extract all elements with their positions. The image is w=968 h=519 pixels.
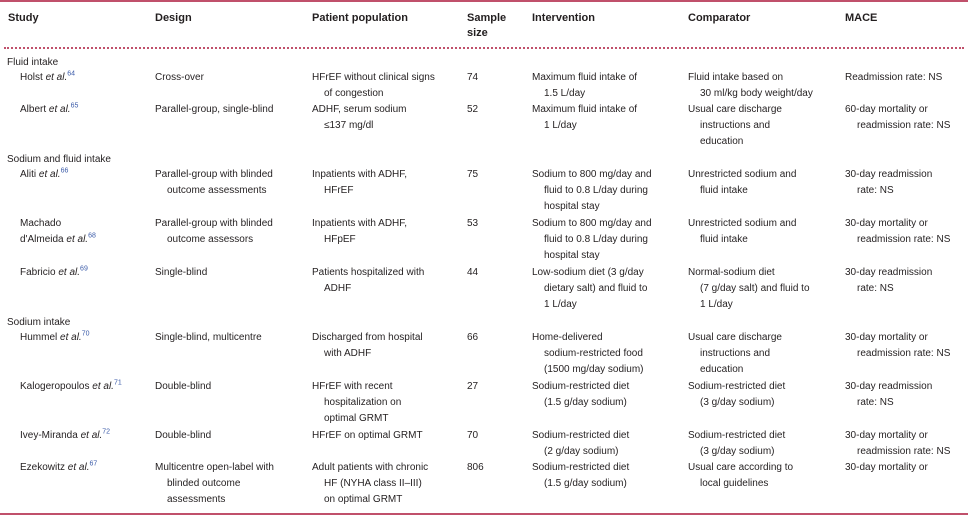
population-cell-line: Inpatients with ADHF, [312, 169, 408, 180]
study-name-line: Kalogeropoulos et al.$^{71}$ [20, 379, 122, 392]
header-intervention: Intervention [532, 12, 595, 24]
study-cell [20, 330, 90, 346]
population-cell-line: Patients hospitalized with [312, 267, 425, 278]
comparator-cell-line: instructions and [700, 348, 771, 359]
mace-cell [845, 216, 955, 248]
design-cell-line: Multicentre open-label with [155, 462, 274, 473]
intervention-cell [532, 379, 658, 411]
table-top-rule [0, 0, 968, 2]
sample-size-cell: 44 [467, 267, 479, 278]
comparator-cell [688, 330, 824, 378]
mace-cell [845, 460, 955, 476]
population-cell-line: HFrEF without clinical signs [312, 72, 435, 83]
mace-cell [845, 167, 955, 199]
header-sample-size [467, 11, 506, 41]
population-cell [312, 265, 429, 297]
intervention-cell-line: fluid to 0.8 L/day during [544, 234, 648, 245]
intervention-cell-line: (2 g/day sodium) [544, 446, 619, 457]
intervention-cell-line: fluid to 0.8 L/day during [544, 185, 648, 196]
intervention-cell [532, 428, 658, 460]
intervention-cell-line: Home-delivered [532, 332, 603, 343]
mace-cell-line: Readmission rate: NS [845, 72, 943, 83]
population-cell-line: Discharged from hospital [312, 332, 423, 343]
design-cell-line: outcome assessors [167, 234, 254, 245]
design-cell [155, 167, 272, 199]
intervention-cell-line: hospital stay [544, 250, 600, 261]
intervention-cell [532, 265, 658, 313]
population-cell [312, 216, 429, 248]
design-cell [155, 265, 272, 281]
mace-cell-line: rate: NS [857, 283, 894, 294]
sample-size-cell: 53 [467, 218, 479, 229]
design-cell-line: blinded outcome [167, 478, 241, 489]
intervention-cell-line: Sodium-restricted diet [532, 381, 630, 392]
sample-size-cell: 52 [467, 104, 479, 115]
mace-cell-line: 30-day readmission [845, 381, 933, 392]
header-design: Design [155, 12, 192, 24]
population-cell [312, 102, 429, 134]
study-cell [20, 379, 122, 395]
intervention-cell-line: 1.5 L/day [544, 88, 586, 99]
mace-cell-line: 30-day readmission [845, 169, 933, 180]
design-cell-line: Parallel-group with blinded [155, 169, 273, 180]
header-population: Patient population [312, 12, 408, 24]
comparator-cell-line: education [700, 136, 744, 147]
intervention-cell [532, 102, 658, 134]
comparator-cell-line: Usual care discharge [688, 332, 782, 343]
mace-cell [845, 102, 955, 134]
comparator-cell [688, 428, 824, 460]
study-name-line: Albert et al.$^{65}$ [20, 102, 79, 115]
intervention-cell-line: 1 L/day [544, 299, 577, 310]
comparator-cell-line: fluid intake [700, 185, 748, 196]
intervention-cell [532, 216, 658, 264]
comparator-cell [688, 102, 824, 150]
population-cell-line: Inpatients with ADHF, [312, 218, 408, 229]
comparator-cell-line: Sodium-restricted diet [688, 430, 786, 441]
intervention-cell-line: Maximum fluid intake of [532, 72, 638, 83]
comparator-cell-line: Sodium-restricted diet [688, 381, 786, 392]
population-cell-line: HF (NYHA class II–III) [324, 478, 422, 489]
mace-cell-line: readmission rate: NS [857, 348, 951, 359]
design-cell [155, 70, 272, 86]
population-cell-line: HFpEF [324, 234, 356, 245]
intervention-cell-line: Maximum fluid intake of [532, 104, 638, 115]
population-cell-line: HFrEF [324, 185, 354, 196]
population-cell-line: with ADHF [324, 348, 372, 359]
header-sample-size-line2: size [467, 27, 488, 39]
comparator-cell-line: Unrestricted sodium and [688, 169, 797, 180]
population-cell-line: ≤137 mg/dl [324, 120, 374, 131]
population-cell-line: ADHF [324, 283, 352, 294]
header-separator [4, 47, 964, 49]
intervention-cell-line: Sodium-restricted diet [532, 462, 630, 473]
design-cell-line: Cross-over [155, 72, 204, 83]
comparator-cell [688, 167, 824, 199]
population-cell [312, 428, 429, 444]
sample-size-cell: 66 [467, 332, 479, 343]
study-name-line: Aliti et al.$^{66}$ [20, 167, 69, 180]
comparator-cell [688, 265, 824, 313]
comparator-cell-line: Normal-sodium diet [688, 267, 775, 278]
study-name-line: Fabricio et al.$^{69}$ [20, 265, 88, 278]
mace-cell-line: 30-day mortality or [845, 332, 928, 343]
comparator-cell [688, 70, 824, 102]
study-cell [20, 216, 96, 248]
header-mace: MACE [845, 12, 878, 24]
intervention-cell-line: hospital stay [544, 201, 600, 212]
reference-number: 70 [81, 330, 90, 338]
intervention-cell-line: (1500 mg/day sodium) [544, 364, 644, 375]
table-bottom-rule [0, 513, 968, 515]
study-name-line: Ivey-Miranda et al.$^{72}$ [20, 428, 111, 441]
mace-cell [845, 379, 955, 411]
study-cell [20, 460, 97, 476]
mace-cell-line: 30-day mortality or [845, 462, 928, 473]
sample-size-cell: 74 [467, 72, 479, 83]
population-cell-line: Adult patients with chronic [312, 462, 429, 473]
intervention-cell-line: Sodium to 800 mg/day and [532, 169, 652, 180]
intervention-cell [532, 70, 658, 102]
population-cell-line: HFrEF with recent [312, 381, 393, 392]
section-sodium-and-fluid-intake: Sodium and fluid intake [7, 154, 111, 165]
design-cell [155, 102, 272, 118]
reference-number: 71 [113, 379, 122, 387]
design-cell [155, 216, 272, 248]
sample-size-cell: 806 [467, 462, 484, 473]
comparator-cell-line: (3 g/day sodium) [700, 446, 775, 457]
comparator-cell-line: (3 g/day sodium) [700, 397, 775, 408]
sample-size-cell: 75 [467, 169, 479, 180]
reference-number: 68 [88, 232, 96, 240]
mace-cell [845, 428, 955, 460]
population-cell [312, 330, 429, 362]
comparator-cell-line: Unrestricted sodium and [688, 218, 797, 229]
design-cell-line: Double-blind [155, 381, 212, 392]
comparator-cell-line: 30 ml/kg body weight/day [700, 88, 813, 99]
comparator-cell-line: Fluid intake based on [688, 72, 784, 83]
design-cell-line: outcome assessments [167, 185, 267, 196]
reference-number: 69 [80, 265, 88, 273]
design-cell-line: Double-blind [155, 430, 212, 441]
comparator-cell-line: (7 g/day salt) and fluid to [700, 283, 810, 294]
design-cell [155, 379, 272, 395]
header-sample-size-line1: Sample [467, 12, 507, 24]
design-cell-line: assessments [167, 494, 226, 505]
intervention-cell-line: dietary salt) and fluid to [544, 283, 648, 294]
design-cell-line: Parallel-group with blinded [155, 218, 273, 229]
fade-overlay [838, 486, 968, 512]
reference-number: 64 [67, 70, 76, 78]
study-name-line: d'Almeida et al.$^{68}$ [20, 232, 96, 245]
section-sodium-intake: Sodium intake [7, 317, 71, 328]
design-cell [155, 428, 272, 444]
reference-number: 65 [70, 102, 79, 110]
study-name-line: Holst et al.$^{64}$ [20, 70, 76, 83]
header-comparator: Comparator [688, 12, 751, 24]
population-cell-line: HFrEF on optimal GRMT [312, 430, 423, 441]
population-cell-line: on optimal GRMT [324, 494, 403, 505]
population-cell [312, 460, 429, 508]
sample-size-cell: 27 [467, 381, 479, 392]
mace-cell-line: readmission rate: NS [857, 120, 951, 131]
study-name-line: Machado [20, 218, 62, 229]
comparator-cell-line: Usual care according to [688, 462, 794, 473]
intervention-cell-line: 1 L/day [544, 120, 577, 131]
intervention-cell-line: (1.5 g/day sodium) [544, 397, 627, 408]
mace-cell-line: rate: NS [857, 185, 894, 196]
design-cell-line: Single-blind, multicentre [155, 332, 262, 343]
population-cell [312, 70, 435, 102]
mace-cell [845, 330, 955, 362]
mace-cell-line: 60-day mortality or [845, 104, 928, 115]
design-cell-line: Single-blind [155, 267, 208, 278]
comparator-cell [688, 216, 824, 248]
intervention-cell-line: sodium-restricted food [544, 348, 643, 359]
study-cell [20, 102, 78, 118]
study-cell [20, 428, 110, 444]
comparator-cell-line: Usual care discharge [688, 104, 782, 115]
intervention-cell-line: Sodium-restricted diet [532, 430, 630, 441]
population-cell [312, 379, 429, 427]
mace-cell [845, 265, 955, 297]
reference-number: 72 [102, 428, 111, 436]
intervention-cell-line: Low-sodium diet (3 g/day [532, 267, 644, 278]
reference-number: 66 [60, 167, 69, 175]
intervention-cell [532, 167, 658, 215]
mace-cell-line: 30-day readmission [845, 267, 933, 278]
sample-size-cell: 70 [467, 430, 479, 441]
study-cell [20, 167, 68, 183]
comparator-cell-line: instructions and [700, 120, 771, 131]
population-cell-line: ADHF, serum sodium [312, 104, 407, 115]
mace-cell [845, 70, 955, 86]
mace-cell-line: readmission rate: NS [857, 234, 951, 245]
population-cell-line: of congestion [324, 88, 384, 99]
comparator-cell-line: education [700, 364, 744, 375]
mace-cell-line: 30-day mortality or [845, 430, 928, 441]
comparator-cell-line: fluid intake [700, 234, 748, 245]
population-cell-line: hospitalization on [324, 397, 402, 408]
intervention-cell-line: Sodium to 800 mg/day and [532, 218, 652, 229]
study-cell [20, 265, 88, 281]
intervention-cell-line: (1.5 g/day sodium) [544, 478, 627, 489]
population-cell-line: optimal GRMT [324, 413, 389, 424]
comparator-cell-line: 1 L/day [700, 299, 733, 310]
comparator-cell [688, 460, 824, 492]
mace-cell-line: rate: NS [857, 397, 894, 408]
study-name-line: Ezekowitz et al.$^{67}$ [20, 460, 98, 473]
intervention-cell [532, 330, 658, 378]
comparator-cell [688, 379, 824, 411]
header-study: Study [8, 12, 39, 24]
mace-cell-line: 30-day mortality or [845, 218, 928, 229]
design-cell [155, 330, 272, 346]
mace-cell-line: readmission rate: NS [857, 446, 951, 457]
reference-number: 67 [89, 460, 98, 468]
population-cell [312, 167, 429, 199]
section-fluid-intake: Fluid intake [7, 57, 59, 68]
intervention-cell [532, 460, 658, 492]
study-cell [20, 70, 75, 86]
study-name-line: Hummel et al.$^{70}$ [20, 330, 90, 343]
design-cell [155, 460, 272, 508]
design-cell-line: Parallel-group, single-blind [155, 104, 274, 115]
comparator-cell-line: local guidelines [700, 478, 769, 489]
